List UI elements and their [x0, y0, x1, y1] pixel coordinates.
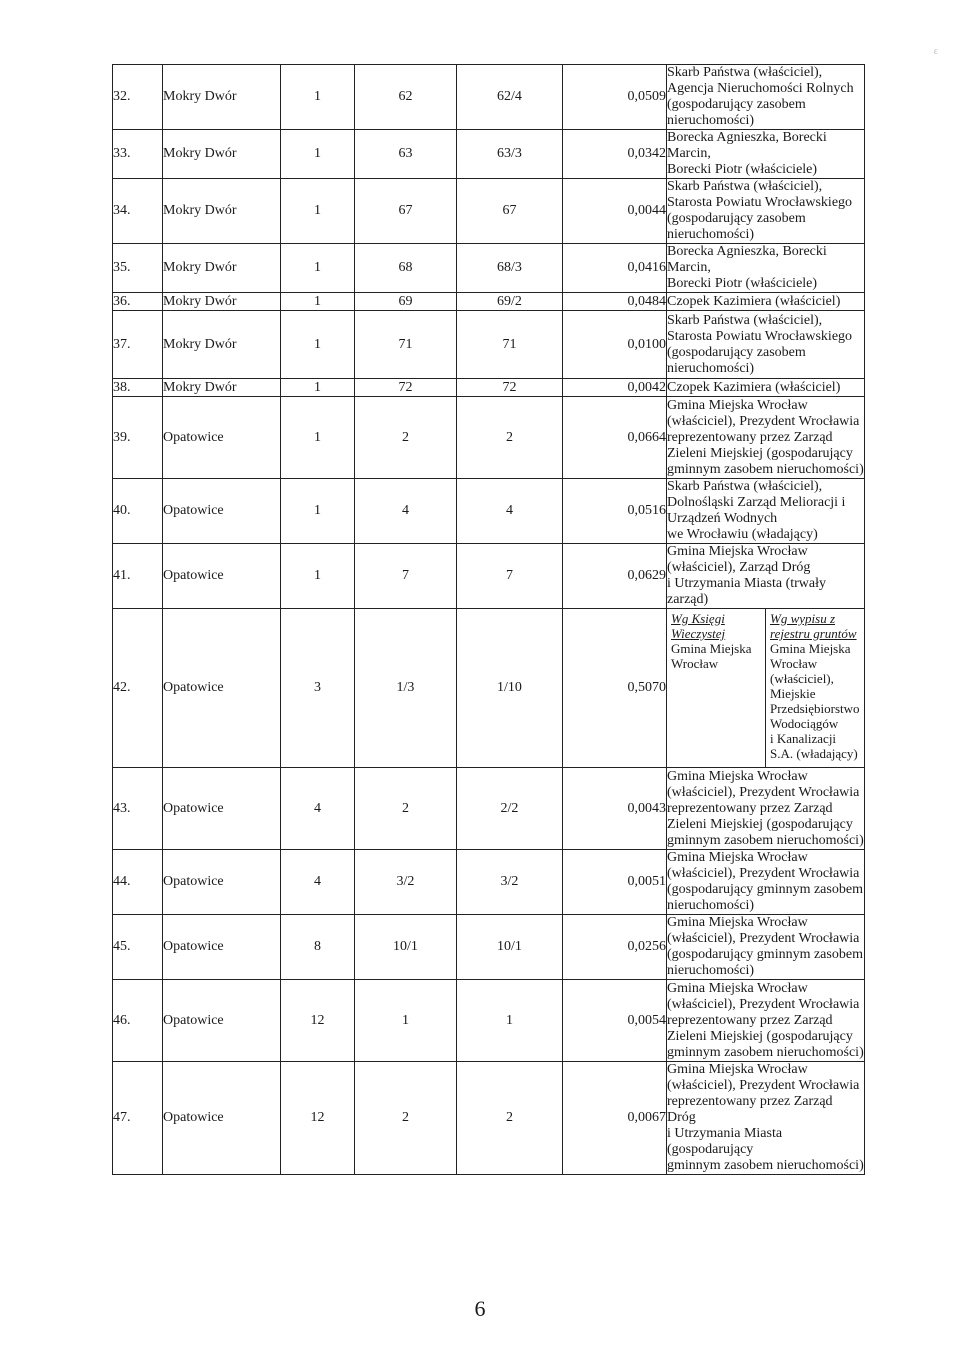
owner-cell	[667, 544, 865, 609]
row-number: 39.	[113, 397, 163, 479]
owner-line: (właściciel), Prezydent Wrocławia	[667, 413, 860, 429]
sheet-number: 4	[355, 479, 457, 544]
owner-cell	[667, 244, 865, 293]
row-number: 34.	[113, 179, 163, 244]
table-row	[113, 544, 865, 609]
owner-line: Zieleni Miejskiej (gospodarujący	[667, 1028, 853, 1044]
owner-line: Agencja Nieruchomości Rolnych	[667, 81, 854, 96]
cadastre-column	[765, 609, 864, 767]
parcel-number: 3/2	[457, 850, 563, 915]
parcel-number: 2	[457, 397, 563, 479]
owner-cell	[667, 980, 865, 1062]
obreb-number: 1	[281, 244, 355, 293]
row-number: 36.	[113, 293, 163, 311]
row-number: 45.	[113, 915, 163, 980]
place-name: Mokry Dwór	[163, 244, 281, 293]
sheet-number: 62	[355, 65, 457, 130]
owner-line: nieruchomości)	[667, 360, 755, 376]
parcel-area: 0,5070	[563, 609, 667, 768]
obreb-number: 4	[281, 850, 355, 915]
table-row	[113, 130, 865, 179]
parcel-number: 72	[457, 379, 563, 397]
owner-cell	[667, 379, 865, 397]
row-number: 33.	[113, 130, 163, 179]
parcel-area: 0,0054	[563, 980, 667, 1062]
owner-line: Borecka Agnieszka, Borecki Marcin,	[667, 130, 827, 161]
obreb-number: 3	[281, 609, 355, 768]
land-register-column	[667, 609, 765, 767]
owner-line: Gmina Miejska Wrocław	[667, 915, 808, 930]
owner-split-cell	[667, 609, 865, 768]
owner-line: Gmina Miejska	[671, 641, 752, 656]
sheet-number: 68	[355, 244, 457, 293]
table-row	[113, 379, 865, 397]
parcel-number: 69/2	[457, 293, 563, 311]
owner-line: (gospodarujący zasobem	[667, 211, 806, 226]
parcel-register-table	[112, 64, 865, 1175]
owner-line: (właściciel),	[770, 671, 834, 686]
owner-line: reprezentowany przez Zarząd	[667, 429, 833, 445]
place-name: Mokry Dwór	[163, 130, 281, 179]
sheet-number: 7	[355, 544, 457, 609]
parcel-area: 0,0043	[563, 768, 667, 850]
place-name: Opatowice	[163, 1062, 281, 1175]
row-number: 43.	[113, 768, 163, 850]
obreb-number: 4	[281, 768, 355, 850]
table-row	[113, 65, 865, 130]
owner-line: nieruchomości)	[667, 113, 755, 128]
owner-line: Wg Księgi	[671, 611, 725, 626]
table-body	[113, 65, 865, 1175]
owner-cell	[667, 915, 865, 980]
place-name: Mokry Dwór	[163, 311, 281, 379]
owner-line: Gmina Miejska	[770, 641, 851, 656]
row-number: 41.	[113, 544, 163, 609]
owner-line: Skarb Państwa (właściciel),	[667, 179, 823, 194]
owner-cell	[667, 397, 865, 479]
owner-line: (gospodarujący zasobem	[667, 344, 806, 360]
place-name: Opatowice	[163, 609, 281, 768]
owner-line: reprezentowany przez Zarząd	[667, 800, 833, 816]
obreb-number: 1	[281, 65, 355, 130]
owner-line: Starosta Powiatu Wrocławskiego	[667, 328, 853, 344]
sheet-number: 1/3	[355, 609, 457, 768]
table-row	[113, 479, 865, 544]
place-name: Mokry Dwór	[163, 379, 281, 397]
owner-line: (właściciel), Prezydent Wrocławia	[667, 996, 860, 1012]
owner-cell	[667, 293, 865, 311]
obreb-number: 8	[281, 915, 355, 980]
obreb-number: 12	[281, 980, 355, 1062]
owner-line: nieruchomości)	[667, 227, 755, 242]
place-name: Mokry Dwór	[163, 179, 281, 244]
owner-line: i Kanalizacji	[770, 731, 837, 746]
row-number: 37.	[113, 311, 163, 379]
obreb-number: 1	[281, 397, 355, 479]
sheet-number: 71	[355, 311, 457, 379]
obreb-number: 1	[281, 379, 355, 397]
table-row	[113, 244, 865, 293]
place-name: Opatowice	[163, 479, 281, 544]
owner-line: Starosta Powiatu Wrocławskiego	[667, 195, 853, 210]
table-row	[113, 980, 865, 1062]
row-number: 32.	[113, 65, 163, 130]
owner-line: Przedsiębiorstwo	[770, 701, 860, 716]
owner-cell	[667, 130, 865, 179]
table-row	[113, 293, 865, 311]
owner-cell	[667, 179, 865, 244]
parcel-area: 0,0256	[563, 915, 667, 980]
parcel-area: 0,0044	[563, 179, 667, 244]
parcel-area: 0,0067	[563, 1062, 667, 1175]
place-name: Opatowice	[163, 915, 281, 980]
owner-line: nieruchomości)	[667, 963, 755, 978]
owner-cell	[667, 65, 865, 130]
owner-line: rejestru gruntów	[770, 626, 857, 641]
sheet-number: 3/2	[355, 850, 457, 915]
owner-line: Skarb Państwa (właściciel),	[667, 479, 823, 494]
parcel-number: 2	[457, 1062, 563, 1175]
table-row	[113, 179, 865, 244]
parcel-number: 7	[457, 544, 563, 609]
owner-line: Gmina Miejska Wrocław	[667, 397, 808, 413]
owner-line: Zieleni Miejskiej (gospodarujący	[667, 445, 853, 461]
owner-line: Wrocław	[770, 656, 818, 671]
owner-cell	[667, 311, 865, 379]
owner-line: Miejskie	[770, 686, 816, 701]
row-number: 46.	[113, 980, 163, 1062]
owner-line: gminnym zasobem nieruchomości)	[667, 832, 864, 848]
parcel-area: 0,0042	[563, 379, 667, 397]
parcel-number: 68/3	[457, 244, 563, 293]
parcel-number: 1/10	[457, 609, 563, 768]
parcel-number: 10/1	[457, 915, 563, 980]
owner-line: (właściciel), Prezydent Wrocławia	[667, 931, 860, 946]
owner-line: Wg wypisu z	[770, 611, 835, 626]
place-name: Opatowice	[163, 850, 281, 915]
parcel-number: 71	[457, 311, 563, 379]
owner-line: Czopek Kazimiera (właściciel)	[667, 379, 841, 395]
row-number: 42.	[113, 609, 163, 768]
parcel-area: 0,0664	[563, 397, 667, 479]
owner-line: Gmina Miejska Wrocław	[667, 980, 808, 996]
owner-line: (gospodarujący gminnym zasobem	[667, 947, 863, 962]
table-row	[113, 1062, 865, 1175]
place-name: Mokry Dwór	[163, 293, 281, 311]
owner-line: (właściciel), Prezydent Wrocławia	[667, 866, 860, 881]
parcel-area: 0,0100	[563, 311, 667, 379]
owner-line: gminnym zasobem nieruchomości)	[667, 461, 864, 477]
owner-line: S.A. (władający)	[770, 746, 858, 761]
owner-line: Skarb Państwa (właściciel),	[667, 65, 823, 80]
obreb-number: 1	[281, 130, 355, 179]
parcel-area: 0,0629	[563, 544, 667, 609]
place-name: Opatowice	[163, 397, 281, 479]
owner-cell	[667, 1062, 865, 1175]
table-row	[113, 850, 865, 915]
sheet-number: 2	[355, 768, 457, 850]
owner-line: Gmina Miejska Wrocław	[667, 768, 808, 784]
table-row	[113, 311, 865, 379]
table-row	[113, 768, 865, 850]
obreb-number: 12	[281, 1062, 355, 1175]
sheet-number: 2	[355, 397, 457, 479]
sheet-number: 67	[355, 179, 457, 244]
owner-line: Wieczystej	[671, 626, 726, 641]
owner-line: gminnym zasobem nieruchomości)	[667, 1044, 864, 1060]
owner-line: Borecka Agnieszka, Borecki Marcin,	[667, 244, 827, 275]
owner-line: (gospodarujący gminnym zasobem	[667, 882, 863, 897]
place-name: Opatowice	[163, 544, 281, 609]
owner-line: Dolnośląski Zarząd Melioracji i	[667, 495, 846, 510]
parcel-number: 63/3	[457, 130, 563, 179]
owner-line: i Utrzymania Miasta (trwały zarząd)	[667, 576, 827, 607]
owner-line: Wrocław	[671, 656, 719, 671]
place-name: Opatowice	[163, 980, 281, 1062]
owner-line: i Utrzymania Miasta (gospodarujący	[667, 1126, 783, 1157]
sheet-number: 72	[355, 379, 457, 397]
sheet-number: 63	[355, 130, 457, 179]
obreb-number: 1	[281, 293, 355, 311]
parcel-number: 62/4	[457, 65, 563, 130]
place-name: Mokry Dwór	[163, 65, 281, 130]
owner-line: Wodociągów	[770, 716, 839, 731]
parcel-area: 0,0342	[563, 130, 667, 179]
obreb-number: 1	[281, 311, 355, 379]
page-number: 6	[474, 1296, 486, 1321]
owner-line: we Wrocławiu (władający)	[667, 527, 818, 542]
corner-mark: ε	[933, 46, 938, 57]
owner-line: Urządzeń Wodnych	[667, 511, 778, 526]
owner-line: Czopek Kazimiera (właściciel)	[667, 293, 841, 309]
table-row	[113, 609, 865, 768]
parcel-number: 4	[457, 479, 563, 544]
row-number: 40.	[113, 479, 163, 544]
owner-line: reprezentowany przez Zarząd Dróg	[667, 1094, 833, 1125]
owner-line: Zieleni Miejskiej (gospodarujący	[667, 816, 853, 832]
owner-line: Borecki Piotr (właściciele)	[667, 162, 818, 177]
owner-line: (właściciel), Prezydent Wrocławia	[667, 784, 860, 800]
parcel-number: 67	[457, 179, 563, 244]
owner-line: (gospodarujący zasobem	[667, 97, 806, 112]
obreb-number: 1	[281, 179, 355, 244]
owner-line: reprezentowany przez Zarząd	[667, 1012, 833, 1028]
row-number: 44.	[113, 850, 163, 915]
owner-line: nieruchomości)	[667, 898, 755, 913]
owner-line: gminnym zasobem nieruchomości)	[667, 1158, 864, 1173]
owner-cell	[667, 768, 865, 850]
row-number: 38.	[113, 379, 163, 397]
owner-line: Gmina Miejska Wrocław	[667, 1062, 808, 1077]
parcel-area: 0,0516	[563, 479, 667, 544]
obreb-number: 1	[281, 479, 355, 544]
table-row	[113, 397, 865, 479]
owner-line: Skarb Państwa (właściciel),	[667, 312, 823, 328]
owner-line: Gmina Miejska Wrocław	[667, 850, 808, 865]
parcel-area: 0,0484	[563, 293, 667, 311]
obreb-number: 1	[281, 544, 355, 609]
sheet-number: 1	[355, 980, 457, 1062]
row-number: 47.	[113, 1062, 163, 1175]
sheet-number: 69	[355, 293, 457, 311]
parcel-area: 0,0051	[563, 850, 667, 915]
owner-cell	[667, 479, 865, 544]
row-number: 35.	[113, 244, 163, 293]
parcel-number: 2/2	[457, 768, 563, 850]
parcel-area: 0,0509	[563, 65, 667, 130]
owner-line: (właściciel), Zarząd Dróg	[667, 560, 811, 575]
owner-line: Borecki Piotr (właściciele)	[667, 276, 818, 291]
sheet-number: 2	[355, 1062, 457, 1175]
sheet-number: 10/1	[355, 915, 457, 980]
table-row	[113, 915, 865, 980]
owner-line: Gmina Miejska Wrocław	[667, 544, 808, 559]
parcel-area: 0,0416	[563, 244, 667, 293]
place-name: Opatowice	[163, 768, 281, 850]
parcel-number: 1	[457, 980, 563, 1062]
owner-line: (właściciel), Prezydent Wrocławia	[667, 1078, 860, 1093]
owner-cell	[667, 850, 865, 915]
